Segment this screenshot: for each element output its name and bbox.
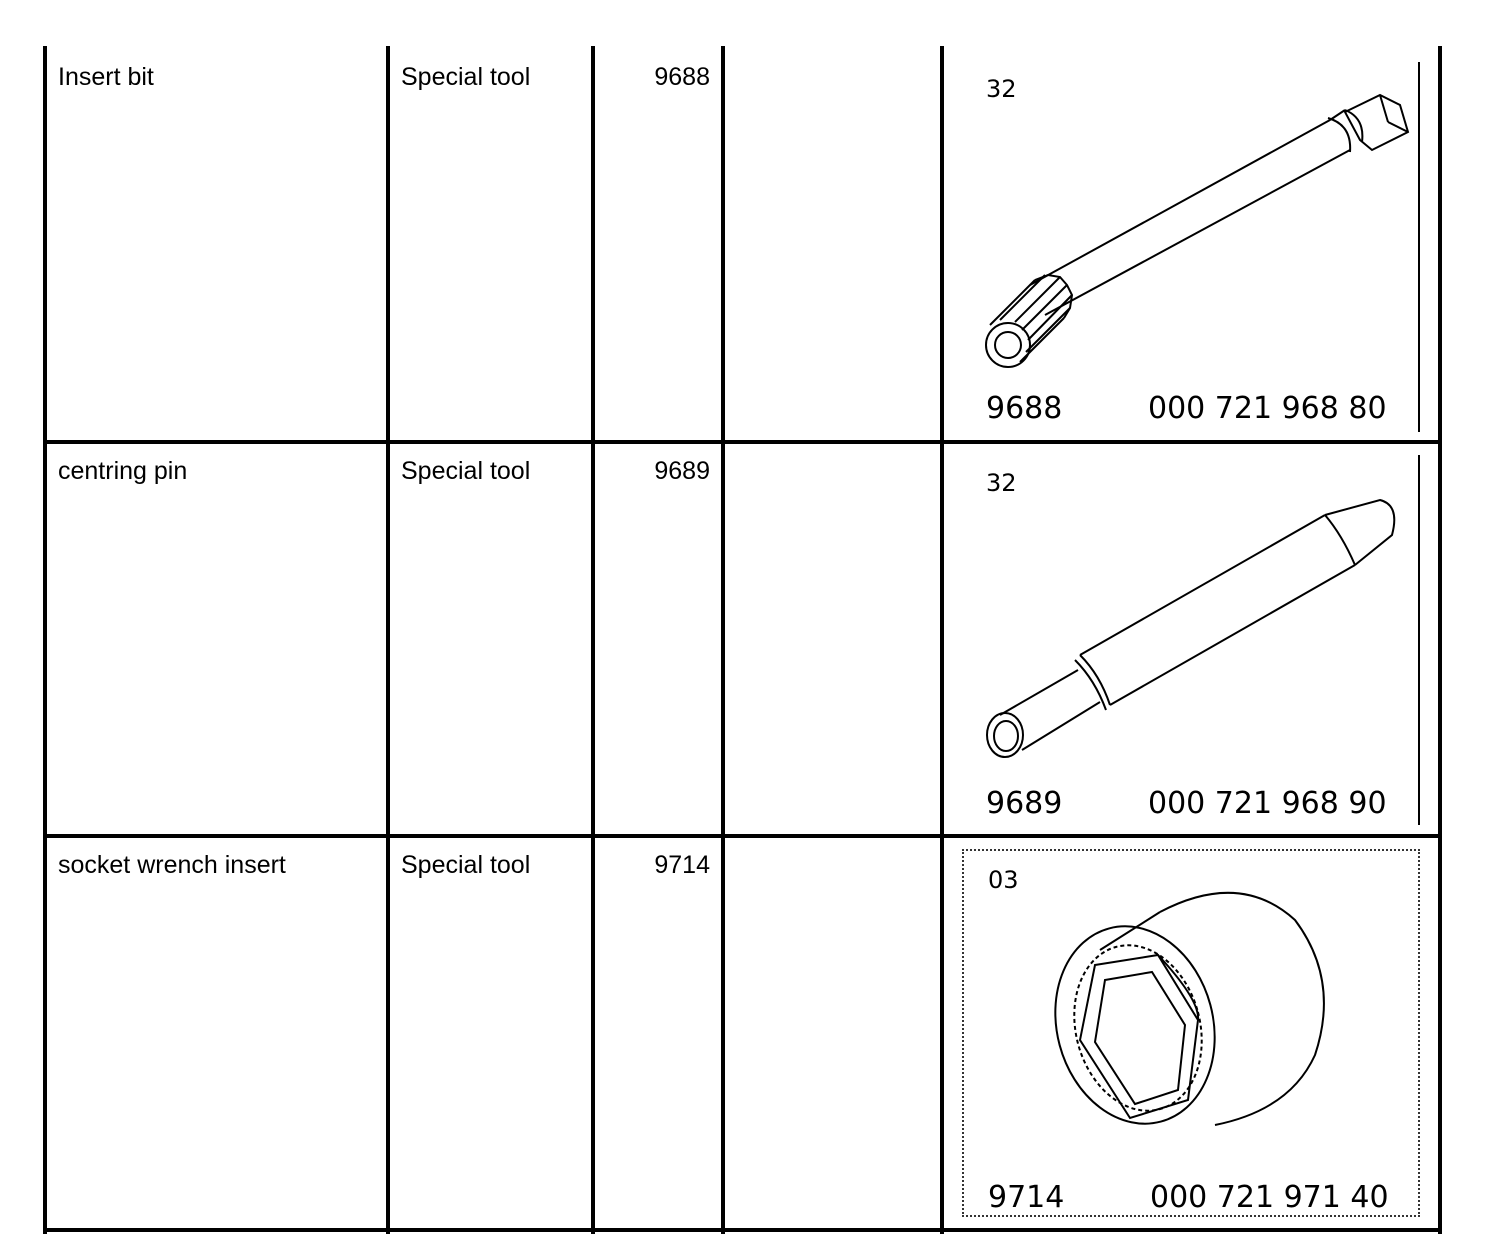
tool-number: 9714 [654,851,710,879]
tool-name: centring pin [58,457,188,485]
column-divider [591,46,595,1234]
column-divider [386,46,390,1234]
splined-insert-bit-drawing [960,90,1420,390]
tool-number: 9689 [654,457,710,485]
tool-name: Insert bit [58,63,154,91]
column-divider [43,46,47,1234]
column-divider [940,46,944,1234]
column-divider [1438,46,1442,1234]
tool-name: socket wrench insert [58,851,286,879]
tool-type: Special tool [401,457,531,485]
centring-pin-drawing [960,490,1420,780]
figure-tool-number: 9688 [986,391,1063,426]
figure-tool-number: 9714 [988,1180,1065,1215]
column-divider [721,46,725,1234]
figure-index: 03 [988,866,1019,894]
figure-part-number: 000 721 968 80 [1148,391,1387,426]
row-divider [43,440,1442,444]
tool-number: 9688 [654,63,710,91]
figure-index: 32 [986,75,1017,103]
row-divider [43,834,1442,838]
hex-socket-drawing [1040,880,1340,1150]
figure-tool-number: 9689 [986,786,1063,821]
row-divider [43,1228,1442,1232]
figure-index: 32 [986,469,1017,497]
figure-part-number: 000 721 968 90 [1148,786,1387,821]
tool-type: Special tool [401,63,531,91]
tool-type: Special tool [401,851,531,879]
figure-part-number: 000 721 971 40 [1150,1180,1389,1215]
